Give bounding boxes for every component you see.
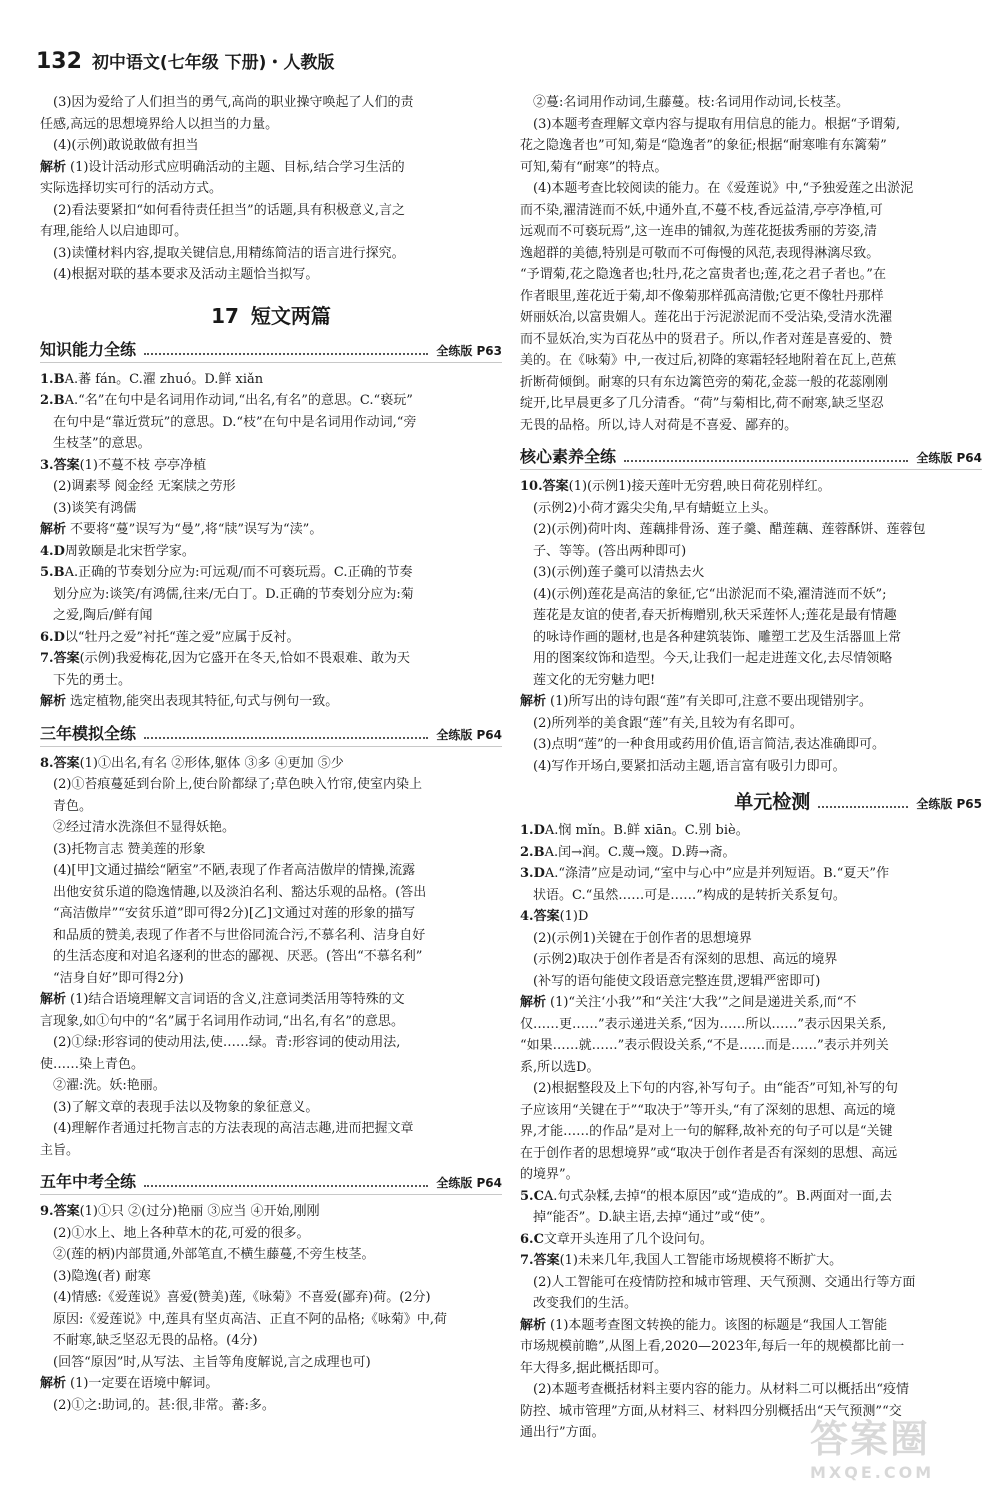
text-line	[40, 200, 502, 222]
text-line	[520, 329, 982, 351]
line-text: 和品质的赞美,表现了作者不与世俗同流合污,不慕名利、洁身自好	[53, 927, 426, 943]
text-line	[520, 627, 982, 649]
text-line	[520, 885, 982, 907]
line-text: (3)本题考查理解文章内容与提取有用信息的能力。根据“予谓菊,	[533, 116, 901, 132]
line-text: 作者眼里,莲花近于菊,却不像菊那样孤高清傲;它更不像牡丹那样	[520, 288, 884, 304]
line-text: (2)所列举的美食跟“莲”有关,且较为有名即可。	[533, 715, 803, 731]
line-text: (2)(示例1)关键在于创作者的思想境界	[533, 930, 752, 946]
line-text: 不要将“蔓”误写为“曼”,将“牍”误写为“渎”。	[70, 522, 323, 537]
text-line	[520, 1164, 982, 1186]
line-text: 选定植物,能突出表现其特征,句式与例句一致。	[70, 694, 339, 709]
text-line	[520, 971, 982, 993]
text-line	[40, 839, 502, 861]
line-text: (2)(示例)荷叶肉、莲藕排骨汤、莲子羹、醋莲藕、莲蓉酥饼、莲蓉包	[533, 522, 926, 537]
line-text: (3)因为爱给了人们担当的勇气,高尚的职业操守唤起了人们的责	[53, 95, 414, 110]
section-ref: 全练版 P64	[916, 451, 982, 465]
line-text: (4)[甲]文通过描绘“陋室”不陋,表现了作者高洁傲岸的情操,流露	[53, 863, 416, 878]
line-text: (3)点明“莲”的一种食用或药用价值,语言简洁,表达准确即可。	[533, 737, 885, 752]
line-text: (4)根据对联的基本要求及活动主题恰当拟写。	[53, 267, 319, 282]
question-number: 10.答案	[520, 479, 569, 494]
chapter-name: 短文两篇	[250, 303, 331, 328]
text-line	[520, 648, 982, 670]
text-line	[40, 1330, 502, 1352]
text-line	[520, 605, 982, 627]
line-text: “如果……就……”表示假设关系,“不是……而是……”表示并列关	[520, 1038, 889, 1053]
text-line	[520, 1379, 982, 1401]
line-text: 妍丽妖冶,以富贵媚人。莲花出于污泥淤泥而不受沾染,受清水洗濯	[520, 310, 893, 325]
line-text: ②经过清水洗涤但不显得妖艳。	[53, 820, 236, 835]
question-number: 1.B	[40, 371, 65, 387]
text-line	[40, 989, 502, 1011]
line-text: A.悯 mǐn。B.鲜 xiān。C.别 biè。	[544, 823, 749, 838]
line-text: A.“名”在句中是名词用作动词,“出名,有名”的意思。C.“亵玩”	[64, 393, 413, 408]
analysis-label: 解析	[520, 1317, 547, 1333]
text-line	[40, 1266, 502, 1288]
analysis-label: 解析	[40, 694, 67, 709]
text-line	[40, 1118, 502, 1140]
line-text: 实际选择切实可行的活动方式。	[40, 181, 223, 196]
line-text: 的咏诗作画的题材,也是各种建筑装饰、雕塑工艺及生活器皿上常	[533, 629, 902, 645]
line-text: (回答“原因”时,从写法、主旨等角度解说,言之成理也可)	[53, 1354, 371, 1370]
text-line	[520, 178, 982, 200]
line-text: 用的图案纹饰和造型。今天,让我们一起走进莲文化,去尽情领略	[533, 651, 893, 666]
line-text: ②蔓:名词用作动词,生藤蔓。枝:名词用作动词,长枝茎。	[533, 95, 850, 110]
line-text: (1)结合语境理解文言词语的含义,注意词类活用等特殊的文	[70, 992, 405, 1007]
line-text: 使……染上青色。	[40, 1056, 145, 1072]
line-text: 的境界”。	[520, 1167, 579, 1182]
line-text: (1)不蔓不枝 亭亭净植	[79, 457, 207, 473]
text-line	[40, 882, 502, 904]
unit-title: 单元检测	[734, 791, 811, 813]
line-text: 逸超群的美德,特别是可敬而不可侮慢的风范,表现得淋漓尽致。	[520, 245, 880, 261]
dotted-leader	[144, 1185, 428, 1187]
question-number: 1.D	[520, 823, 545, 838]
line-text: A.“涤清”应是动词,“室中与心中”应是并列短语。B.“夏天”作	[544, 866, 890, 881]
line-text: (3)隐逸(者) 耐寒	[53, 1268, 151, 1284]
section-ref: 全练版 P64	[436, 1176, 502, 1190]
text-line	[520, 562, 982, 584]
text-line	[40, 605, 502, 627]
line-text: (4)理解作者通过托物言志的方法表现的高洁志趣,进而把握文章	[53, 1121, 414, 1136]
line-text: (2)人工智能可在疫情防控和城市管理、天气预测、交通出行等方面	[533, 1274, 916, 1290]
text-line	[40, 670, 502, 692]
text-line	[40, 946, 502, 968]
line-text: 的生活态度和对追名逐利的世态的鄙视、厌恶。(答出“不慕名利”	[53, 949, 423, 964]
text-line	[520, 906, 982, 928]
line-text: (2)调素琴 阅金经 无案牍之劳形	[53, 479, 236, 494]
line-text: (示例2)小荷才露尖尖角,早有蜻蜓立上头。	[533, 500, 777, 516]
text-line	[520, 1186, 982, 1208]
line-text: (1)①出名,有名 ②形体,躯体 ③多 ④更加 ⑤少	[79, 755, 344, 771]
text-line	[40, 1223, 502, 1245]
question-number: 7.答案	[40, 651, 80, 666]
text-line	[520, 135, 982, 157]
section-title: 三年模拟全练	[40, 723, 137, 743]
question-number: 5.B	[40, 565, 65, 580]
line-text: (1)未来几年,我国人工智能市场规模将不断扩大。	[559, 1253, 843, 1268]
text-line	[520, 476, 982, 498]
text-line	[520, 842, 982, 864]
line-text: (1)本题考查图文转换的能力。该图的标题是“我国人工智能	[550, 1317, 888, 1333]
text-line	[40, 1011, 502, 1033]
text-line	[520, 1336, 982, 1358]
line-text: (1)“关注‘小我’”和“关注‘大我’”之间是递进关系,而“不	[550, 995, 857, 1010]
line-text: (2)看法要紧扣“如何看待责任担当”的话题,具有积极意义,言之	[53, 202, 405, 218]
text-line	[40, 774, 502, 796]
text-line	[520, 114, 982, 136]
line-text: “高洁傲岸”“安贫乐道”即可得2分)[乙]文通过对莲的形象的描写	[53, 906, 416, 921]
line-text: 不耐寒,缺乏坚忍无畏的品格。(4分)	[53, 1333, 258, 1348]
text-line	[40, 1054, 502, 1076]
text-line	[520, 350, 982, 372]
question-number: 7.答案	[520, 1253, 560, 1268]
line-text: 子应该用“关键在于”“取决于”等开头,“有了深刻的思想、高远的境	[520, 1102, 896, 1118]
line-text: 在于创作者的思想境界”或“取决于创作者是否有深刻的思想、高远	[520, 1145, 898, 1161]
text-line	[40, 433, 502, 455]
text-line	[520, 1035, 982, 1057]
line-text: 系,所以选D。	[520, 1059, 600, 1075]
text-line	[40, 584, 502, 606]
line-text: 年大得多,据此概括即可。	[520, 1360, 668, 1376]
line-text: 而不显妖冶,实为百花丛中的贤君子。所以,作者对莲是喜爱的、赞	[520, 331, 893, 347]
text-line	[520, 157, 982, 179]
text-line	[520, 1207, 982, 1229]
text-line	[40, 135, 502, 157]
line-text: 改变我们的生活。	[533, 1296, 638, 1311]
line-text: (2)①之:助词,的。甚:很,非常。蕃:多。	[53, 1397, 275, 1413]
line-text: (1)设计活动形式应明确活动的主题、目标,结合学习生活的	[70, 159, 405, 175]
text-line	[40, 476, 502, 498]
text-line	[40, 390, 502, 412]
section-header	[520, 444, 982, 470]
line-text: 莲文化的无穷魅力吧!	[533, 672, 656, 688]
line-text: 莲花是友谊的使者,春天折梅赠别,秋天采莲怀人;莲花是最有情趣	[533, 608, 897, 623]
line-text: ②濯:洗。妖:艳丽。	[53, 1078, 166, 1093]
book-title: 初中语文(七年级 下册)・人教版	[91, 53, 335, 73]
text-line	[520, 1250, 982, 1272]
line-text: (4)写作开场白,要紧扣活动主题,语言富有吸引力即可。	[533, 758, 846, 774]
watermark-logo: 答案圈 MXQE.COM	[810, 1417, 935, 1482]
question-number: 8.答案	[40, 755, 80, 771]
line-text: 美的。在《咏菊》中,一夜过后,初降的寒霜轻轻地附着在瓦上,芭蕉	[520, 353, 897, 368]
text-line	[40, 1032, 502, 1054]
line-text: 子、等等。(答出两种即可)	[533, 543, 687, 559]
line-text: 原因:《爱莲说》中,莲具有坚贞高洁、正直不阿的品格;《咏菊》中,荷	[53, 1311, 448, 1327]
question-number: 3.D	[520, 866, 545, 881]
line-text: (示例)我爱梅花,因为它盛开在冬天,恰如不畏艰难、敢为天	[79, 651, 410, 666]
text-line	[40, 369, 502, 391]
text-line	[40, 903, 502, 925]
analysis-label: 解析	[520, 995, 547, 1010]
line-text: (4)情感:《爱莲说》喜爱(赞美)莲,《咏菊》不喜爱(鄙弃)荷。(2分)	[53, 1290, 431, 1305]
analysis-label: 解析	[40, 1376, 67, 1391]
line-text: 绽开,比早晨更多了几分清香。“荷”与菊相比,荷不耐寒,缺乏坚忍	[520, 396, 884, 411]
line-text: (1)①只 ②(过分)艳丽 ③应当 ④开始,刚刚	[79, 1204, 320, 1219]
text-line	[520, 992, 982, 1014]
section-title: 知识能力全练	[40, 339, 137, 359]
section-title: 核心素养全练	[520, 447, 617, 466]
text-line	[40, 412, 502, 434]
line-text: (3)(示例)莲子羹可以清热去火	[533, 565, 705, 580]
text-line	[520, 200, 982, 222]
text-line	[40, 1140, 502, 1162]
section-ref: 全练版 P64	[436, 727, 502, 742]
line-text: 有理,能给人以启迪即可。	[40, 224, 188, 239]
text-line	[520, 1078, 982, 1100]
line-text: 可知,菊有“耐寒”的特点。	[520, 159, 668, 175]
dotted-leader	[818, 806, 908, 808]
text-line	[520, 1272, 982, 1294]
line-text: (1)D	[559, 909, 589, 924]
text-line	[520, 1057, 982, 1079]
line-text: 之爱,陶后/鲜有闻	[53, 608, 153, 623]
analysis-label: 解析	[40, 992, 67, 1007]
text-line	[40, 1097, 502, 1119]
text-line	[520, 393, 982, 415]
line-text: 生枝茎”的意思。	[53, 436, 151, 451]
text-line	[520, 372, 982, 394]
line-text: 折断荷倾倒。耐寒的只有东边篱笆旁的菊花,金蕊一般的花蕊刚刚	[520, 374, 889, 390]
line-text: 界,才能……的作品”是对上一句的解释,故补充的句子可以是“关键	[520, 1124, 893, 1139]
text-line	[520, 1358, 982, 1380]
line-text: “予谓菊,花之隐逸者也;牡丹,花之富贵者也;莲,花之君子者也。”在	[520, 267, 886, 282]
question-number: 9.答案	[40, 1204, 80, 1219]
text-line	[520, 584, 982, 606]
chapter-number: 17	[211, 303, 239, 328]
line-text: (1)(示例1)接天莲叶无穷碧,映日荷花别样红。	[568, 479, 831, 494]
line-text: 青色。	[53, 798, 93, 814]
text-line	[40, 648, 502, 670]
text-line	[40, 264, 502, 286]
text-line	[40, 817, 502, 839]
text-line	[520, 1014, 982, 1036]
question-number: 6.C	[520, 1231, 544, 1247]
text-line	[520, 756, 982, 778]
line-text: “洁身自好”即可得2分)	[53, 970, 184, 986]
line-text: (2)①水上、地上各种草木的花,可爱的很多。	[53, 1225, 310, 1241]
text-line	[520, 1315, 982, 1337]
section-ref: 全练版 P63	[436, 343, 502, 358]
text-line	[40, 178, 502, 200]
text-line	[520, 1143, 982, 1165]
text-line	[520, 519, 982, 541]
text-line	[520, 1293, 982, 1315]
analysis-label: 解析	[520, 694, 547, 709]
text-line	[520, 713, 982, 735]
section-title: 五年中考全练	[40, 1172, 137, 1191]
text-line	[40, 627, 502, 649]
line-text: 主旨。	[40, 1142, 80, 1158]
text-line	[40, 455, 502, 477]
line-text: (4)(示例)敢说敢做有担当	[53, 138, 199, 153]
text-line	[520, 863, 982, 885]
unit-header	[520, 787, 982, 814]
text-line	[40, 1309, 502, 1331]
text-line	[40, 541, 502, 563]
line-text: 无畏的品格。所以,诗人对荷是不喜爱、鄙弃的。	[520, 417, 798, 433]
text-line	[520, 415, 982, 437]
text-line	[520, 1229, 982, 1251]
line-text: (2)根据整段及上下句的内容,补写句子。由“能否”可知,补写的句	[533, 1081, 898, 1096]
line-text: (3)托物言志 赞美莲的形象	[53, 841, 206, 857]
page-number: 132	[36, 49, 82, 74]
dotted-leader	[144, 737, 428, 739]
text-line	[520, 820, 982, 842]
line-text: 在句中是“靠近赏玩”的意思。D.“枝”在句中是名词用作动词,“旁	[53, 414, 417, 430]
line-text: (1)一定要在语境中解词。	[70, 1376, 219, 1391]
line-text: 划分应为:谈笑/有鸿儒,往来/无白丁。D.正确的节奏划分应为:菊	[53, 586, 414, 602]
text-line	[40, 1395, 502, 1417]
text-line	[40, 243, 502, 265]
text-line	[40, 92, 502, 114]
text-line	[40, 691, 502, 713]
line-text: (补写的语句能使文段语意完整连贯,逻辑严密即可)	[533, 973, 821, 989]
question-number: 4.答案	[520, 909, 560, 924]
line-text: (2)本题考查概括材料主要内容的能力。从材料二可以概括出“疫情	[533, 1382, 910, 1397]
line-text: (2)①绿:形容词的使动用法,使……绿。青:形容词的使动用法,	[53, 1035, 401, 1050]
text-line	[40, 114, 502, 136]
text-line	[520, 498, 982, 520]
text-line	[40, 925, 502, 947]
text-line	[520, 1100, 982, 1122]
question-number: 6.D	[40, 629, 65, 645]
text-line	[520, 92, 982, 114]
text-line	[40, 519, 502, 541]
page-header	[36, 48, 334, 82]
section-header	[40, 337, 502, 363]
question-number: 2.B	[520, 844, 545, 860]
text-line	[40, 860, 502, 882]
chapter-title	[40, 300, 502, 329]
text-line	[40, 1244, 502, 1266]
line-text: 防控、城市管理”方面,从材料三、材料四分别概括出“天气预测”“交	[520, 1403, 902, 1419]
line-text: 以“牡丹之爱”衬托“莲之爱”应属于反衬。	[64, 629, 300, 645]
text-line	[520, 734, 982, 756]
line-text: 通出行”方面。	[520, 1425, 605, 1440]
question-number: 4.D	[40, 543, 65, 559]
line-text: (4)本题考查比较阅读的能力。在《爱莲说》中,“予独爱莲之出淤泥	[533, 181, 914, 196]
section-header	[40, 721, 502, 747]
line-text: 文章开头连用了几个设问句。	[543, 1231, 713, 1247]
text-line	[520, 243, 982, 265]
dotted-leader	[624, 460, 908, 462]
line-text: (2)①苔痕蔓延到台阶上,使台阶都绿了;草色映入竹帘,使室内染上	[53, 777, 423, 792]
left-column	[40, 92, 502, 1416]
text-line	[40, 1075, 502, 1097]
question-number: 2.B	[40, 393, 65, 408]
line-text: 掉“能否”。D.缺主语,去掉“通过”或“使”。	[533, 1210, 774, 1225]
line-text: (示例2)取决于创作者是否有深刻的思想、高远的境界	[533, 952, 838, 967]
line-text: 远观而不可亵玩焉”,这一连串的铺叙,为莲花挺拔秀丽的芳姿,清	[520, 224, 878, 239]
line-text: 仅……更……”表示递进关系,“因为……所以……”表示因果关系,	[520, 1016, 887, 1032]
right-column	[520, 92, 982, 1444]
line-text: 周敦颐是北宋哲学家。	[64, 543, 195, 559]
text-line	[40, 1352, 502, 1374]
dotted-leader	[144, 353, 428, 355]
line-text: 而不染,濯清涟而不妖,中通外直,不蔓不枝,香远益清,亭亭净植,可	[520, 202, 883, 218]
text-line	[520, 286, 982, 308]
line-text: 言现象,如①句中的“名”属于名词用作动词,“出名,有名”的意思。	[40, 1013, 404, 1029]
text-line	[520, 1121, 982, 1143]
text-line	[40, 498, 502, 520]
line-text: ②(莲的柄)内部贯通,外部笔直,不横生藤蔓,不旁生枝茎。	[53, 1247, 375, 1262]
line-text: 下先的勇士。	[53, 672, 132, 688]
line-text: (3)谈笑有鸿儒	[53, 500, 137, 516]
line-text: 市场规模前瞻”,从图上看,2020—2023年,每后一年的规模都比前一	[520, 1339, 905, 1354]
section-ref: 全练版 P65	[916, 797, 982, 811]
line-text: (4)(示例)莲花是高洁的象征,它“出淤泥而不染,濯清涟而不妖”;	[533, 586, 887, 602]
text-line	[40, 1201, 502, 1223]
line-text: 出他安贫乐道的隐逸情趣,以及淡泊名利、豁达乐观的品格。(答出	[53, 884, 427, 900]
text-line	[520, 307, 982, 329]
line-text: A.蕃 fán。C.濯 zhuó。D.鲜 xiǎn	[64, 371, 264, 387]
text-line	[40, 221, 502, 243]
question-number: 3.答案	[40, 457, 80, 473]
line-text: 状语。C.“虽然……可是……”构成的是转折关系复句。	[533, 887, 846, 903]
text-line	[40, 796, 502, 818]
line-text: (3)读懂材料内容,提取关键信息,用精练简洁的语言进行探究。	[53, 245, 405, 261]
line-text: A.闰→润。C.蔑→篾。D.踌→斋。	[544, 844, 736, 860]
text-line	[40, 157, 502, 179]
line-text: A.句式杂糅,去掉“的根本原因”或“造成的”。B.两面对一面,去	[543, 1188, 892, 1204]
text-line	[520, 670, 982, 692]
line-text: 花之隐逸者也”可知,菊是“隐逸者”的象征;根据“耐寒唯有东篱菊”	[520, 138, 887, 153]
line-text: 任感,高远的思想境界给人以担当的力量。	[40, 116, 279, 132]
text-line	[40, 1373, 502, 1395]
text-line	[40, 1287, 502, 1309]
line-text: (3)了解文章的表现手法以及物象的象征意义。	[53, 1099, 319, 1115]
text-line	[40, 968, 502, 990]
text-line	[520, 264, 982, 286]
section-header	[40, 1169, 502, 1195]
text-line	[520, 949, 982, 971]
analysis-label: 解析	[40, 522, 67, 537]
text-line	[40, 753, 502, 775]
text-line	[520, 541, 982, 563]
text-line	[520, 221, 982, 243]
line-text: A.正确的节奏划分应为:可远观/而不可亵玩焉。C.正确的节奏	[64, 565, 413, 580]
text-line	[520, 928, 982, 950]
text-line	[40, 562, 502, 584]
question-number: 5.C	[520, 1188, 544, 1204]
text-line	[520, 691, 982, 713]
analysis-label: 解析	[40, 159, 67, 175]
line-text: (1)所写出的诗句跟“莲”有关即可,注意不要出现错别字。	[550, 694, 872, 709]
